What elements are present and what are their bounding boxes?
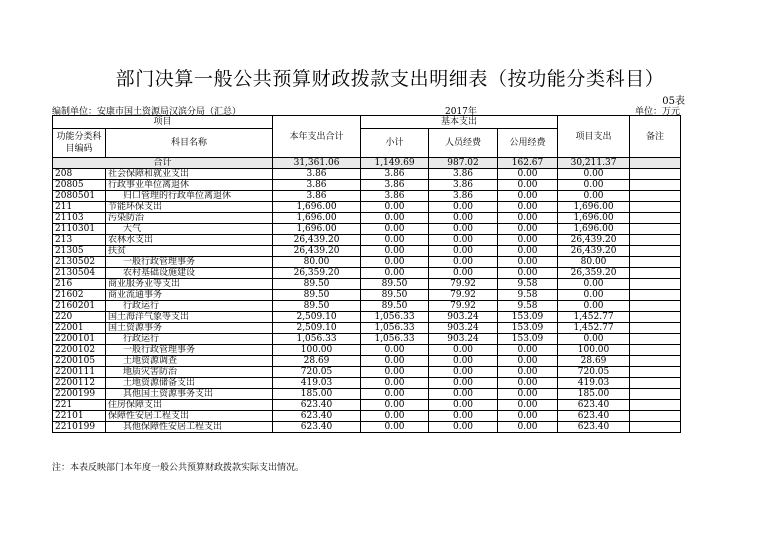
row-code: 2200199 (53, 389, 106, 400)
row-public: 0.00 (498, 169, 558, 180)
row-total: 26,359.20 (273, 268, 361, 279)
row-project: 1,452.77 (558, 323, 630, 334)
header-basic: 基本支出 (361, 116, 558, 129)
row-project: 1,452.77 (558, 312, 630, 323)
row-public: 0.00 (498, 378, 558, 389)
row-personnel: 0.00 (429, 268, 498, 279)
row-total: 2,509.10 (273, 323, 361, 334)
row-name: 社会保障和就业支出 (106, 169, 273, 180)
row-subtotal: 0.00 (361, 246, 429, 257)
row-total: 28.69 (273, 356, 361, 367)
row-code: 2110301 (53, 224, 106, 235)
table-row (53, 279, 681, 290)
row-total: 720.05 (273, 367, 361, 378)
row-total: 3.86 (273, 191, 361, 202)
row-remark (630, 202, 681, 213)
row-public: 0.00 (498, 224, 558, 235)
row-personnel: 3.86 (429, 169, 498, 180)
table-row (53, 268, 681, 279)
table-row (53, 389, 681, 400)
row-name: 土地资源储备支出 (106, 378, 273, 389)
table-row (53, 378, 681, 389)
row-total: 623.40 (273, 411, 361, 422)
row-personnel: 0.00 (429, 246, 498, 257)
header-remark: 备注 (630, 116, 681, 158)
row-project: 26,359.20 (558, 268, 630, 279)
row-project: 0.00 (558, 301, 630, 312)
row-subtotal: 89.50 (361, 301, 429, 312)
row-remark (630, 411, 681, 422)
row-remark (630, 400, 681, 411)
row-name: 一般行政管理事务 (106, 257, 273, 268)
row-remark (630, 389, 681, 400)
row-total: 623.40 (273, 422, 361, 433)
row-total: 2,509.10 (273, 312, 361, 323)
money-unit: 单位：万元 (634, 107, 680, 117)
header-total: 本年支出合计 (273, 116, 361, 158)
table-row (53, 345, 681, 356)
row-project: 185.00 (558, 389, 630, 400)
row-remark (630, 312, 681, 323)
row-total: 100.00 (273, 345, 361, 356)
row-personnel: 0.00 (429, 345, 498, 356)
row-personnel: 0.00 (429, 378, 498, 389)
row-public: 0.00 (498, 411, 558, 422)
row-total: 1,056.33 (273, 334, 361, 345)
row-subtotal: 0.00 (361, 268, 429, 279)
total-remark (630, 158, 681, 169)
row-public: 0.00 (498, 422, 558, 433)
row-remark (630, 246, 681, 257)
row-remark (630, 191, 681, 202)
header-row-1 (53, 116, 681, 129)
row-code: 2200101 (53, 334, 106, 345)
table-row (53, 246, 681, 257)
row-name: 商业流通事务 (106, 290, 273, 301)
row-total: 89.50 (273, 279, 361, 290)
total-row (53, 158, 681, 169)
row-project: 26,439.20 (558, 235, 630, 246)
row-remark (630, 356, 681, 367)
table-row (53, 422, 681, 433)
row-code: 22001 (53, 323, 106, 334)
row-name: 行政运行 (106, 301, 273, 312)
header-subtotal: 小计 (361, 129, 429, 158)
row-name: 一般行政管理事务 (106, 345, 273, 356)
row-subtotal: 3.86 (361, 180, 429, 191)
header-project: 项目支出 (558, 116, 630, 158)
row-remark (630, 268, 681, 279)
row-subtotal: 1,056.33 (361, 323, 429, 334)
row-name: 农村基础设施建设 (106, 268, 273, 279)
row-code: 2200105 (53, 356, 106, 367)
row-subtotal: 0.00 (361, 235, 429, 246)
row-code: 2130504 (53, 268, 106, 279)
row-name: 国土海洋气象等支出 (106, 312, 273, 323)
total-label: 合计 (53, 158, 273, 169)
row-subtotal: 0.00 (361, 411, 429, 422)
row-public: 0.00 (498, 257, 558, 268)
total-total: 31,361.06 (273, 158, 361, 169)
row-code: 2200102 (53, 345, 106, 356)
row-project: 26,439.20 (558, 246, 630, 257)
report-year: 2017年 (445, 107, 477, 117)
table-row (53, 224, 681, 235)
row-name: 保障性安居工程支出 (106, 411, 273, 422)
row-project: 1,696.00 (558, 224, 630, 235)
row-name: 扶贫 (106, 246, 273, 257)
row-remark (630, 257, 681, 268)
row-name: 行政运行 (106, 334, 273, 345)
row-public: 9.58 (498, 279, 558, 290)
table-row (53, 202, 681, 213)
row-personnel: 0.00 (429, 389, 498, 400)
row-remark (630, 345, 681, 356)
row-name: 土地资源调查 (106, 356, 273, 367)
table-row (53, 367, 681, 378)
row-total: 3.86 (273, 180, 361, 191)
row-personnel: 0.00 (429, 202, 498, 213)
row-personnel: 0.00 (429, 257, 498, 268)
row-public: 0.00 (498, 235, 558, 246)
row-name: 农林水支出 (106, 235, 273, 246)
row-public: 0.00 (498, 389, 558, 400)
header-public: 公用经费 (498, 129, 558, 158)
table-row (53, 301, 681, 312)
row-remark (630, 235, 681, 246)
row-subtotal: 0.00 (361, 224, 429, 235)
row-personnel: 903.24 (429, 334, 498, 345)
row-code: 2080501 (53, 191, 106, 202)
row-total: 185.00 (273, 389, 361, 400)
row-subtotal: 0.00 (361, 202, 429, 213)
row-subtotal: 0.00 (361, 400, 429, 411)
row-personnel: 0.00 (429, 235, 498, 246)
row-personnel: 0.00 (429, 367, 498, 378)
table-row (53, 191, 681, 202)
row-subtotal: 0.00 (361, 422, 429, 433)
row-project: 0.00 (558, 290, 630, 301)
row-name: 商业服务业等支出 (106, 279, 273, 290)
row-personnel: 903.24 (429, 312, 498, 323)
row-public: 0.00 (498, 356, 558, 367)
row-personnel: 79.92 (429, 301, 498, 312)
row-total: 1,696.00 (273, 224, 361, 235)
table-row (53, 180, 681, 191)
row-name: 其他国土资源事务支出 (106, 389, 273, 400)
row-subtotal: 0.00 (361, 367, 429, 378)
row-remark (630, 180, 681, 191)
total-public: 162.67 (498, 158, 558, 169)
row-personnel: 0.00 (429, 400, 498, 411)
header-code: 功能分类科目编码 (53, 129, 106, 158)
row-subtotal: 0.00 (361, 345, 429, 356)
row-subtotal: 0.00 (361, 389, 429, 400)
row-total: 80.00 (273, 257, 361, 268)
row-code: 2200111 (53, 367, 106, 378)
row-project: 623.40 (558, 400, 630, 411)
expenditure-table (52, 115, 681, 433)
row-project: 0.00 (558, 334, 630, 345)
row-personnel: 79.92 (429, 279, 498, 290)
table-row (53, 312, 681, 323)
table-row (53, 235, 681, 246)
row-name: 节能环保支出 (106, 202, 273, 213)
row-public: 153.09 (498, 323, 558, 334)
compiling-unit: 编制单位：安康市国土资源局汉滨分局（汇总） (52, 107, 242, 117)
total-project: 30,211.37 (558, 158, 630, 169)
row-remark (630, 367, 681, 378)
row-remark (630, 323, 681, 334)
row-project: 419.03 (558, 378, 630, 389)
row-subtotal: 89.50 (361, 279, 429, 290)
footnote: 注：本表反映部门本年度一般公共预算财政拨款实际支出情况。 (52, 463, 305, 473)
row-subtotal: 1,056.33 (361, 312, 429, 323)
row-personnel: 0.00 (429, 411, 498, 422)
row-name: 大气 (106, 224, 273, 235)
row-total: 1,696.00 (273, 213, 361, 224)
row-public: 0.00 (498, 268, 558, 279)
row-project: 0.00 (558, 191, 630, 202)
row-subtotal: 89.50 (361, 290, 429, 301)
row-code: 2200112 (53, 378, 106, 389)
row-public: 0.00 (498, 400, 558, 411)
row-public: 0.00 (498, 202, 558, 213)
row-code: 213 (53, 235, 106, 246)
row-code: 2210199 (53, 422, 106, 433)
row-project: 1,696.00 (558, 213, 630, 224)
row-personnel: 0.00 (429, 356, 498, 367)
row-public: 0.00 (498, 345, 558, 356)
table-row (53, 213, 681, 224)
row-total: 89.50 (273, 290, 361, 301)
row-project: 623.40 (558, 422, 630, 433)
row-personnel: 0.00 (429, 213, 498, 224)
row-code: 22101 (53, 411, 106, 422)
table-code: 05表 (662, 96, 685, 107)
row-subtotal: 0.00 (361, 356, 429, 367)
row-name: 行政事业单位离退休 (106, 180, 273, 191)
row-name: 归口管理的行政单位离退休 (106, 191, 273, 202)
table-row (53, 400, 681, 411)
row-public: 153.09 (498, 334, 558, 345)
row-code: 216 (53, 279, 106, 290)
row-code: 21602 (53, 290, 106, 301)
row-project: 0.00 (558, 279, 630, 290)
row-remark (630, 378, 681, 389)
row-remark (630, 422, 681, 433)
row-total: 1,696.00 (273, 202, 361, 213)
table-row (53, 334, 681, 345)
header-item: 项目 (53, 116, 273, 129)
row-personnel: 903.24 (429, 323, 498, 334)
table-row (53, 411, 681, 422)
header-name: 科目名称 (106, 129, 273, 158)
row-subtotal: 0.00 (361, 257, 429, 268)
table-row (53, 356, 681, 367)
row-personnel: 0.00 (429, 422, 498, 433)
row-name: 其他保障性安居工程支出 (106, 422, 273, 433)
row-public: 9.58 (498, 301, 558, 312)
row-code: 21305 (53, 246, 106, 257)
row-personnel: 79.92 (429, 290, 498, 301)
row-personnel: 3.86 (429, 180, 498, 191)
row-subtotal: 1,056.33 (361, 334, 429, 345)
row-code: 211 (53, 202, 106, 213)
row-name: 住房保障支出 (106, 400, 273, 411)
table-row (53, 169, 681, 180)
row-subtotal: 3.86 (361, 169, 429, 180)
row-project: 100.00 (558, 345, 630, 356)
row-subtotal: 0.00 (361, 213, 429, 224)
row-code: 2160201 (53, 301, 106, 312)
row-code: 20805 (53, 180, 106, 191)
row-remark (630, 169, 681, 180)
row-remark (630, 224, 681, 235)
row-project: 720.05 (558, 367, 630, 378)
row-code: 2130502 (53, 257, 106, 268)
row-personnel: 0.00 (429, 224, 498, 235)
header-personnel: 人员经费 (429, 129, 498, 158)
row-name: 污染防治 (106, 213, 273, 224)
row-name: 国土资源事务 (106, 323, 273, 334)
row-project: 0.00 (558, 169, 630, 180)
row-remark (630, 290, 681, 301)
table-row (53, 323, 681, 334)
row-total: 623.40 (273, 400, 361, 411)
row-remark (630, 279, 681, 290)
row-project: 0.00 (558, 180, 630, 191)
row-public: 0.00 (498, 191, 558, 202)
row-project: 623.40 (558, 411, 630, 422)
row-public: 9.58 (498, 290, 558, 301)
row-project: 80.00 (558, 257, 630, 268)
row-project: 1,696.00 (558, 202, 630, 213)
row-total: 419.03 (273, 378, 361, 389)
row-public: 0.00 (498, 246, 558, 257)
row-total: 3.86 (273, 169, 361, 180)
row-code: 21103 (53, 213, 106, 224)
row-code: 221 (53, 400, 106, 411)
row-subtotal: 3.86 (361, 191, 429, 202)
table-row (53, 290, 681, 301)
table-row (53, 257, 681, 268)
row-personnel: 3.86 (429, 191, 498, 202)
row-code: 220 (53, 312, 106, 323)
row-remark (630, 213, 681, 224)
row-project: 28.69 (558, 356, 630, 367)
total-personnel: 987.02 (429, 158, 498, 169)
row-remark (630, 334, 681, 345)
page-title: 部门决算一般公共预算财政拨款支出明细表（按功能分类科目） (115, 68, 665, 90)
row-public: 153.09 (498, 312, 558, 323)
row-remark (630, 301, 681, 312)
row-name: 地质灾害防治 (106, 367, 273, 378)
row-subtotal: 0.00 (361, 378, 429, 389)
row-total: 89.50 (273, 301, 361, 312)
row-total: 26,439.20 (273, 246, 361, 257)
row-public: 0.00 (498, 367, 558, 378)
row-code: 208 (53, 169, 106, 180)
row-public: 0.00 (498, 180, 558, 191)
total-subtotal: 1,149.69 (361, 158, 429, 169)
row-public: 0.00 (498, 213, 558, 224)
row-total: 26,439.20 (273, 235, 361, 246)
